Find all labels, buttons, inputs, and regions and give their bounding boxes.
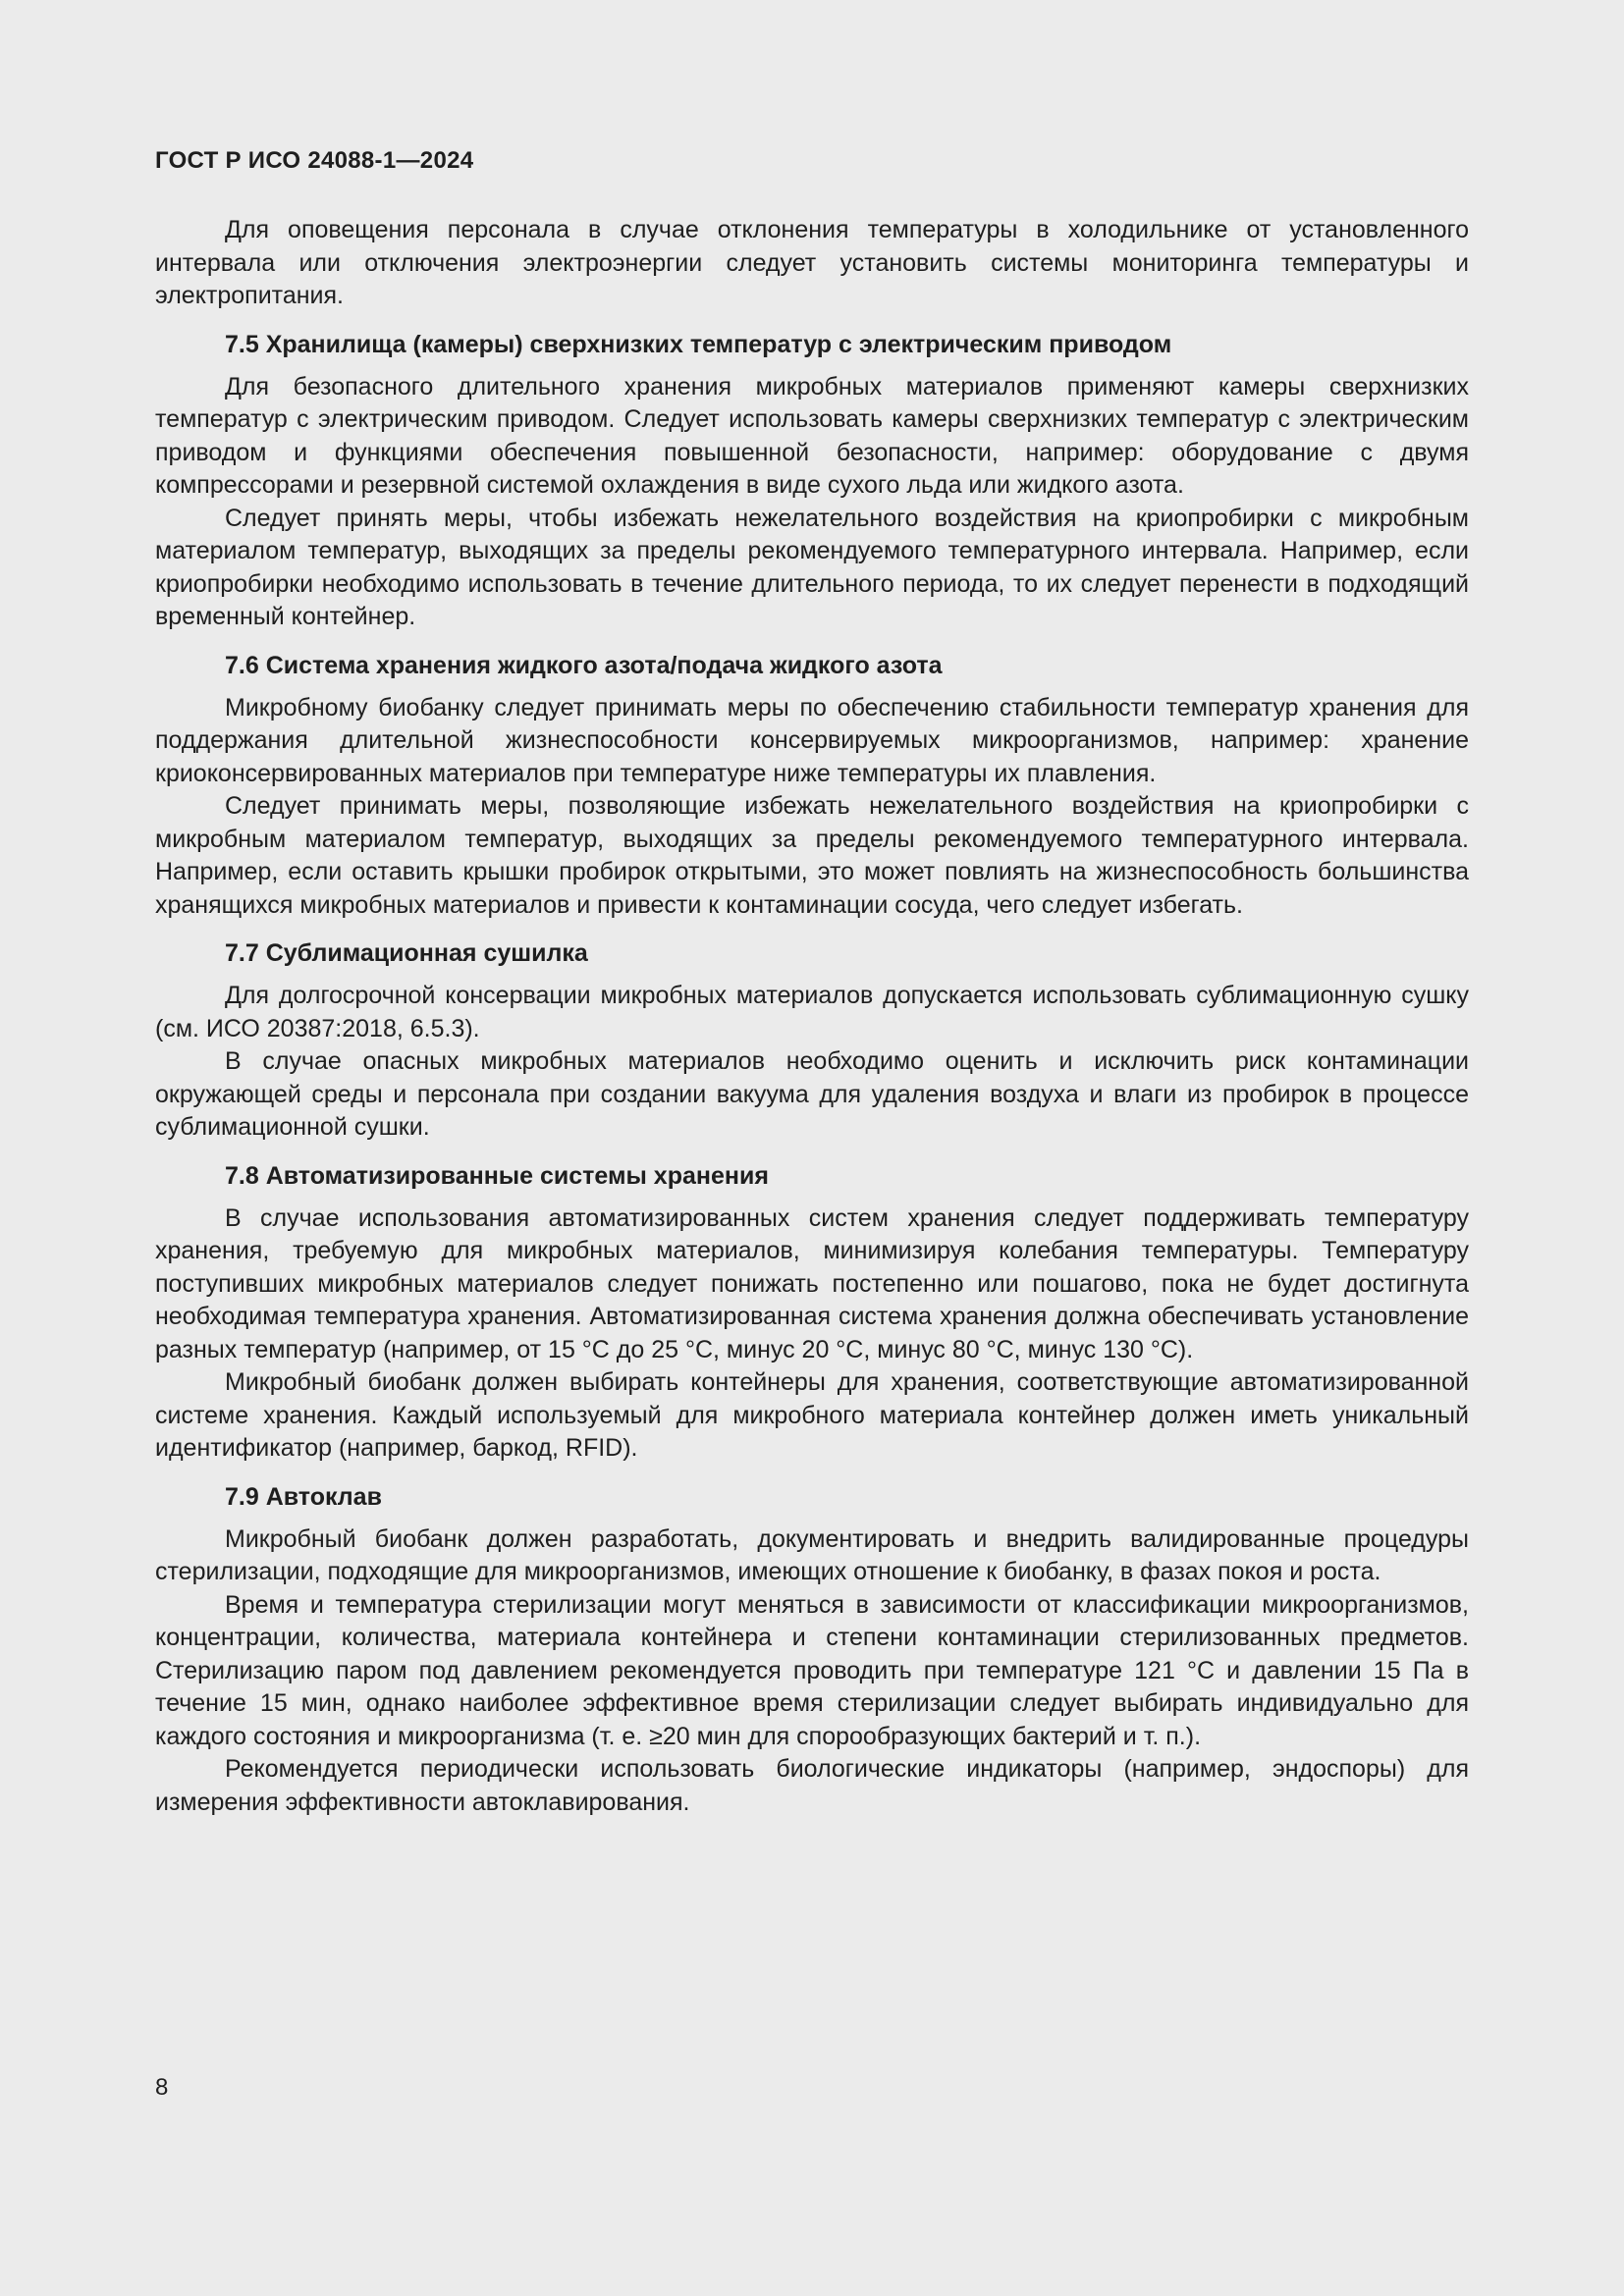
- section-7-6: [155, 652, 1469, 923]
- paragraph: Микробный биобанк должен выбирать контейнеры для хранения, соответствующие автоматизированной системе хранения. Каждый используемый для микробного материала контейнер должен иметь уникальный идентификатор (например, баркод, RFID).: [155, 1368, 1469, 1462]
- intro-section: [155, 214, 1469, 313]
- section-heading: 7.8 Автоматизированные системы хранения: [225, 1161, 769, 1190]
- section-heading: 7.6 Система хранения жидкого азота/подача жидкого азота: [225, 651, 943, 679]
- paragraph: Микробному биобанку следует принимать меры по обеспечению стабильности температур хранения для поддержания длительной жизнеспособности консервируемых микроорганизмов, например: хранение криоконсервированных материалов при температуре ниже температуры их плавления.: [155, 693, 1469, 787]
- section-heading: 7.9 Автоклав: [225, 1482, 382, 1511]
- document-code-header: ГОСТ Р ИСО 24088-1—2024: [155, 147, 474, 174]
- paragraph: Следует принимать меры, позволяющие избежать нежелательного воздействия на криопробирки с микробным материалом температур, выходящих за пределы рекомендуемого температурного интервала. Например, если оставить крышки пробирок открытыми, это может повлиять на жизнеспособность большинства хранящихся микробных материалов и привести к контаминации сосуда, чего следует избегать.: [155, 792, 1469, 919]
- document-page: [155, 147, 1469, 1837]
- paragraph: Для безопасного длительного хранения микробных материалов применяют камеры сверхнизких температур с электрическим приводом. Следует использовать камеры сверхнизких температур с электрическим приводом и функциями обеспечения повышенной безопасности, например: оборудование с двумя компрессорами и резервной системой охлаждения в виде сухого льда или жидкого азота.: [155, 372, 1469, 499]
- paragraph: Рекомендуется периодически использовать биологические индикаторы (например, эндоспоры) для измерения эффективности автоклавирования.: [155, 1755, 1469, 1816]
- section-7-7: [155, 939, 1469, 1145]
- paragraph: Для оповещения персонала в случае отклонения температуры в холодильнике от установленного интервала или отключения электроэнергии следует установить системы мониторинга температуры и электропитания.: [155, 216, 1469, 309]
- section-7-5: [155, 331, 1469, 634]
- paragraph: Время и температура стерилизации могут меняться в зависимости от классификации микроорганизмов, концентрации, количества, материала контейнера и степени контаминации стерилизованных предметов. Стерилизацию паром под давлением рекомендуется проводить при температуре 121 °C и давлении 15 Па в течение 15 мин, однако наиболее эффективное время стерилизации следует выбирать индивидуально для каждого состояния и микроорганизма (т. е. ≥20 мин для спорообразующих бактерий и т. п.).: [155, 1590, 1469, 1750]
- section-7-8: [155, 1162, 1469, 1466]
- paragraph: Микробный биобанк должен разработать, документировать и внедрить валидированные процедуры стерилизации, подходящие для микроорганизмов, имеющих отношение к биобанку, в фазах покоя и роста.: [155, 1524, 1469, 1585]
- paragraph: В случае использования автоматизированных систем хранения следует поддерживать температуру хранения, требуемую для микробных материалов, минимизируя колебания температуры. Температуру поступивших микробных материалов следует понижать постепенно или пошагово, пока не будет достигнута необходимая температура хранения. Автоматизированная система хранения должна обеспечивать установление разных температур (например, от 15 °C до 25 °C, минус 20 °C, минус 80 °C, минус 130 °C).: [155, 1203, 1469, 1363]
- paragraph: Следует принять меры, чтобы избежать нежелательного воздействия на криопробирки с микробным материалом температур, выходящих за пределы рекомендуемого температурного интервала. Например, если криопробирки необходимо использовать в течение длительного периода, то их следует перенести в подходящий временный контейнер.: [155, 504, 1469, 630]
- page-number: 8: [155, 2074, 169, 2101]
- section-7-9: [155, 1483, 1469, 1820]
- section-heading: 7.7 Сублимационная сушилка: [225, 939, 588, 967]
- section-heading: 7.5 Хранилища (камеры) сверхнизких температур с электрическим приводом: [225, 330, 1172, 358]
- paragraph: Для долгосрочной консервации микробных материалов допускается использовать сублимационную сушку (см. ИСО 20387:2018, 6.5.3).: [155, 982, 1469, 1042]
- paragraph: В случае опасных микробных материалов необходимо оценить и исключить риск контаминации окружающей среды и персонала при создании вакуума для удаления воздуха и влаги из пробирок в процессе сублимационной сушки.: [155, 1047, 1469, 1141]
